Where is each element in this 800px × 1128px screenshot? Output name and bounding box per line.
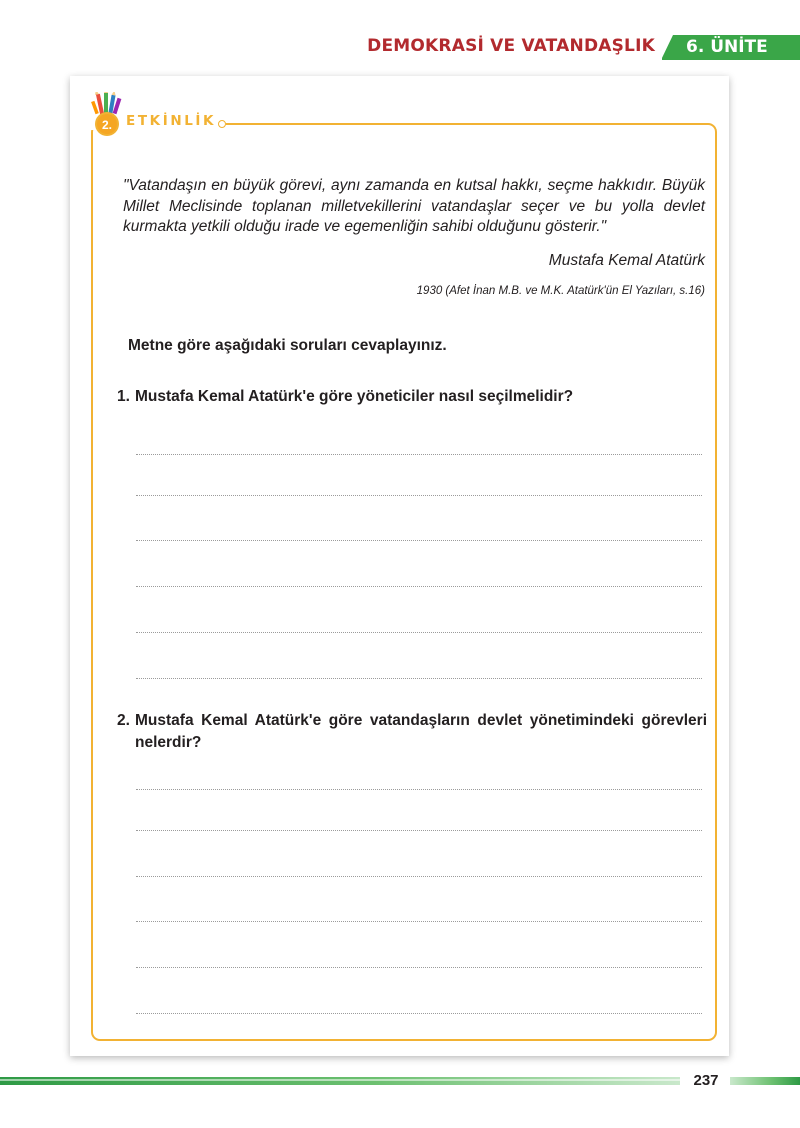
instruction: Metne göre aşağıdaki soruları cevaplayınız. xyxy=(128,337,447,354)
question-number: 1. xyxy=(117,388,130,405)
unit-title: DEMOKRASİ VE VATANDAŞLIK xyxy=(367,36,655,56)
answer-line[interactable] xyxy=(136,454,702,455)
unit-badge-label: 6. ÜNİTE xyxy=(686,37,768,57)
quote-author: Mustafa Kemal Atatürk xyxy=(548,252,705,269)
answer-line[interactable] xyxy=(136,540,702,541)
answer-line[interactable] xyxy=(136,1013,702,1014)
frame-dot-ornament xyxy=(218,120,226,128)
question-text: Mustafa Kemal Atatürk'e göre yöneticiler nasıl seçilmelidir? xyxy=(135,388,574,405)
question-1 xyxy=(117,386,707,408)
footer-bar xyxy=(730,1077,800,1085)
answer-line[interactable] xyxy=(136,830,702,831)
question-2 xyxy=(117,710,707,754)
activity-title: ETKİNLİK xyxy=(126,113,217,129)
answer-line[interactable] xyxy=(136,495,702,496)
activity-number: 2. xyxy=(101,118,112,132)
answer-line[interactable] xyxy=(136,789,702,790)
answer-line[interactable] xyxy=(136,678,702,679)
quote-source: 1930 (Afet İnan M.B. ve M.K. Atatürk'ün El Yazıları, s.16) xyxy=(416,285,705,297)
footer-bar xyxy=(0,1077,680,1085)
answer-line[interactable] xyxy=(136,632,702,633)
question-text: Mustafa Kemal Atatürk'e göre vatandaşların devlet yönetimindeki görevleri nelerdir? xyxy=(135,712,707,751)
answer-line[interactable] xyxy=(136,921,702,922)
answer-line[interactable] xyxy=(136,876,702,877)
answer-line[interactable] xyxy=(136,586,702,587)
answer-line[interactable] xyxy=(136,967,702,968)
quote-text: "Vatandaşın en büyük görevi, aynı zamanda en kutsal hakkı, seçme hakkıdır. Büyük Millet Meclisinde toplanan milletvekillerini vatandaşlar seçer ve bu yolla devlet kurmakta yetkili olduğu irade ve egemenliğin sahibi olduğunu gösterir." xyxy=(123,177,705,235)
page-number: 237 xyxy=(693,1072,719,1089)
unit-badge xyxy=(662,35,800,60)
question-number: 2. xyxy=(117,712,130,729)
